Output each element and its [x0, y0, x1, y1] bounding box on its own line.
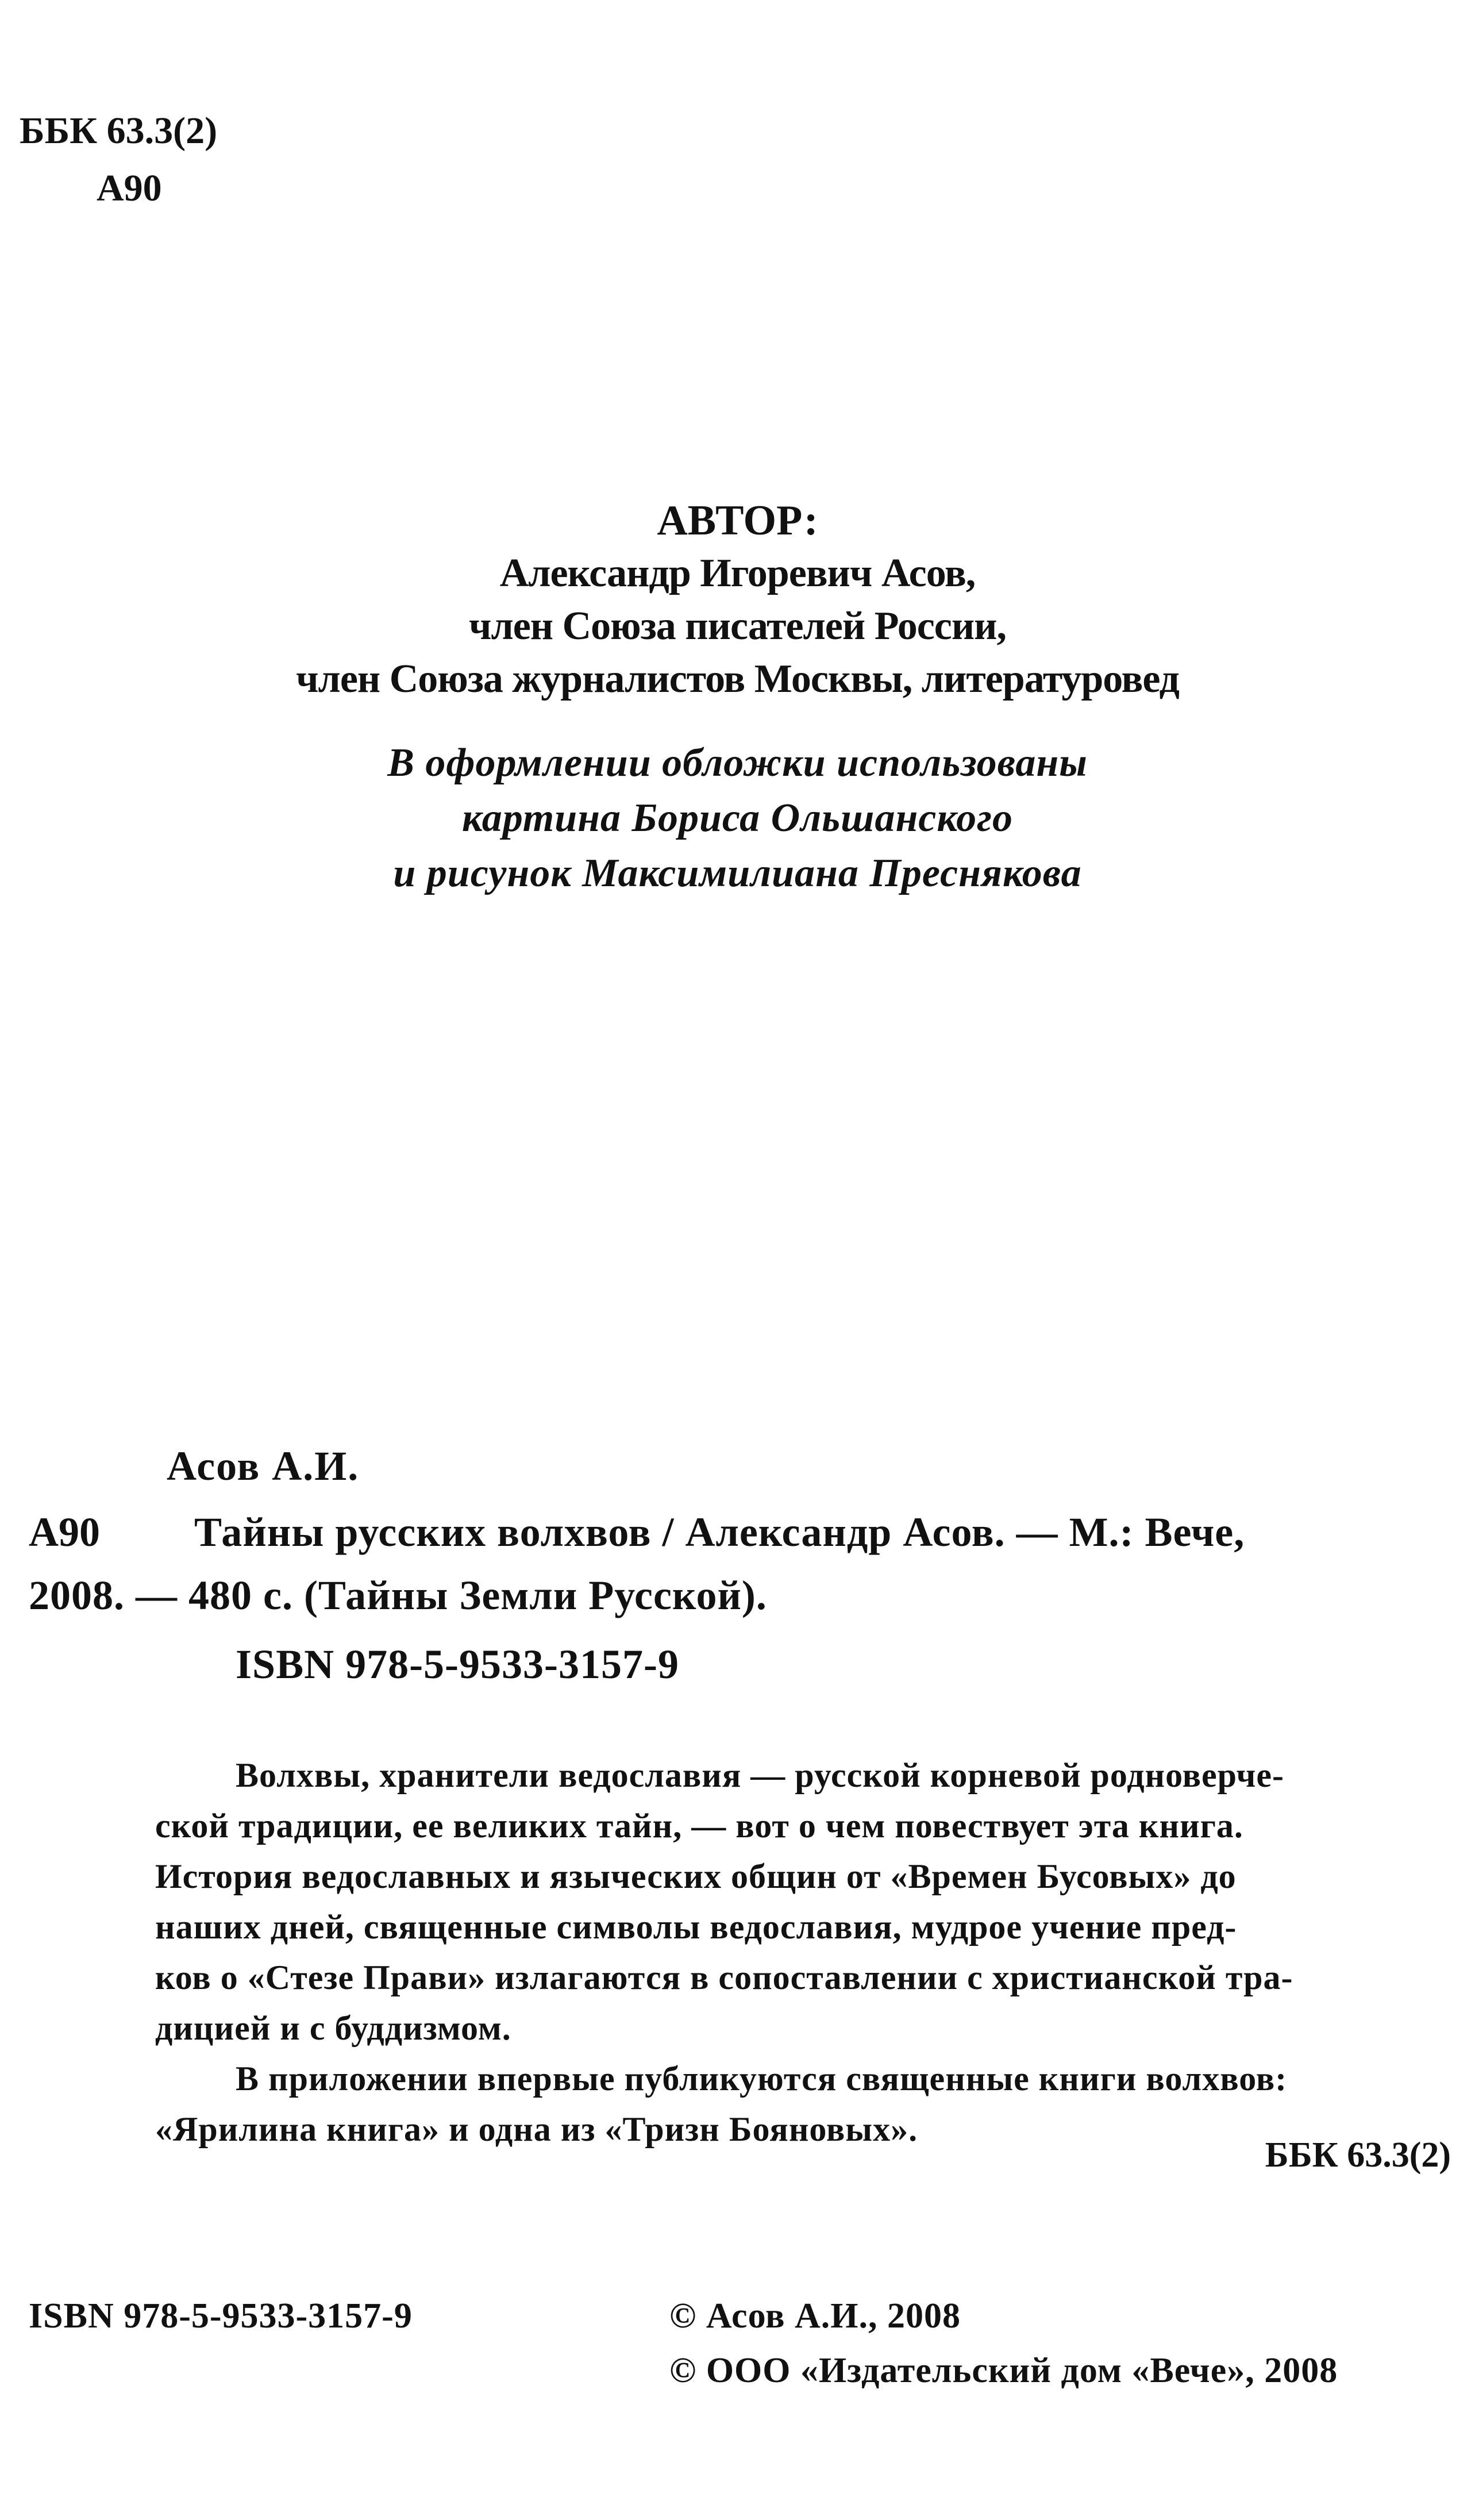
author-block: [0, 494, 1475, 706]
author-heading: АВТОР:: [657, 497, 818, 544]
annotation-line: наших дней, священные символы ведославия, мудрое учение пред-: [155, 1908, 1237, 1946]
annotation-line: История ведославных и языческих общин от «Времен Бусовых» до: [155, 1857, 1237, 1895]
author-membership-journalists: член Союза журналистов Москвы, литературовед: [296, 657, 1179, 701]
cover-credit-line: В оформлении обложки использованы: [387, 741, 1088, 785]
catalog-title-line: Тайны русских волхвов / Александр Асов. — М.: Вече,: [194, 1509, 1245, 1555]
cover-credit-line: картина Бориса Ольшанского: [461, 796, 1014, 840]
bbk-code-top: ББК 63.3(2): [20, 110, 218, 152]
cover-credits: [0, 736, 1475, 901]
copyright-publisher: © ООО «Издательский дом «Вече», 2008: [669, 2351, 1338, 2390]
author-name: Александр Игоревич Асов,: [499, 551, 976, 595]
annotation-line: дицией и с буддизмом.: [155, 2009, 511, 2047]
catalog-index: А90: [29, 1509, 100, 1555]
author-membership-writers: член Союза писателей России,: [468, 604, 1007, 648]
annotation-line: Волхвы, хранители ведославия — русской корневой родноверче-: [236, 1756, 1284, 1794]
cover-credit-line: и рисунок Максимилиана Преснякова: [393, 851, 1082, 895]
bbk-code-annotation: ББК 63.3(2): [1265, 2136, 1451, 2175]
catalog-isbn: ISBN 978-5-9533-3157-9: [236, 1641, 679, 1687]
catalog-publication-line: 2008. — 480 с. (Тайны Земли Русской).: [29, 1572, 767, 1618]
footer-isbn: ISBN 978-5-9533-3157-9: [29, 2296, 413, 2336]
annotation-line: «Ярилина книга» и одна из «Тризн Бояновых».: [155, 2110, 918, 2148]
annotation-line: ков о «Стезе Прави» излагаются в сопоставлении с христианской тра-: [155, 1959, 1293, 1996]
author-mark-top: А90: [97, 167, 162, 209]
annotation: [155, 1750, 1448, 2154]
catalog-author: Асов А.И.: [167, 1443, 360, 1489]
copyright-author: © Асов А.И., 2008: [669, 2296, 961, 2336]
annotation-line: В приложении впервые публикуются священные книги волхвов:: [236, 2060, 1288, 2098]
annotation-line: ской традиции, ее великих тайн, — вот о чем повествует эта книга.: [155, 1807, 1243, 1845]
